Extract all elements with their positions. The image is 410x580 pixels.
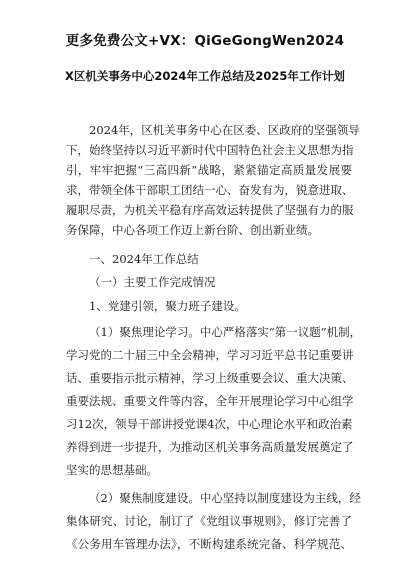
body-line: 话、重要指示批示精神，学习上级重要会议、重大决策、 [66,371,354,385]
body-line: 学习党的二十届三中全会精神，学习习近平总书记重要讲 [66,348,354,362]
body-line: 求，带领全体干部职工团结一心、奋发有为，锐意进取、 [66,183,354,197]
body-line: 引，牢牢把握“三高四新”战略，紧紧锚定高质量发展要 [66,163,352,177]
header-banner: 更多免费公文+VX：QiGeGongWen2024 [65,33,345,49]
body-line: 习12次，领导干部讲授党课4次，中心理论水平和政治素 [66,417,353,431]
section-heading: 一、2024年工作总结 [89,252,199,266]
item-heading: 1、党建引领，聚力班子建设。 [89,299,246,313]
body-line: 集体研究、讨论，制订了《党组议事规则》，修订完善了 [66,514,352,528]
body-line: 2024年，区机关事务中心在区委、区政府的坚强领导 [89,123,360,137]
body-line: 坚实的思想基础。 [66,463,158,477]
body-line: （1）聚焦理论学习。中心严格落实“第一议题”机制， [89,325,362,339]
body-line: （2）聚焦制度建设。中心坚持以制度建设为主线，经 [89,491,361,505]
body-line: 务保障，中心各项工作迈上新台阶、创出新业绩。 [66,223,319,237]
document-title: X区机关事务中心2024年工作总结及2025年工作计划 [65,69,345,83]
subsection-heading: （一）主要工作完成情况 [89,275,216,289]
body-line: 养得到进一步提升，为推动区机关事务高质量发展奠定了 [66,440,354,454]
body-line: 履职尽责，为机关平稳有序高效运转提供了坚强有力的服 [66,203,354,217]
body-line: 《公务用车管理办法》，不断构建系统完备、科学规范、 [66,537,352,551]
body-line: 下，始终坚持以习近平新时代中国特色社会主义思想为指 [66,143,354,157]
body-line: 重要法规、重要文件等内容，全年开展理论学习中心组学 [66,394,354,408]
